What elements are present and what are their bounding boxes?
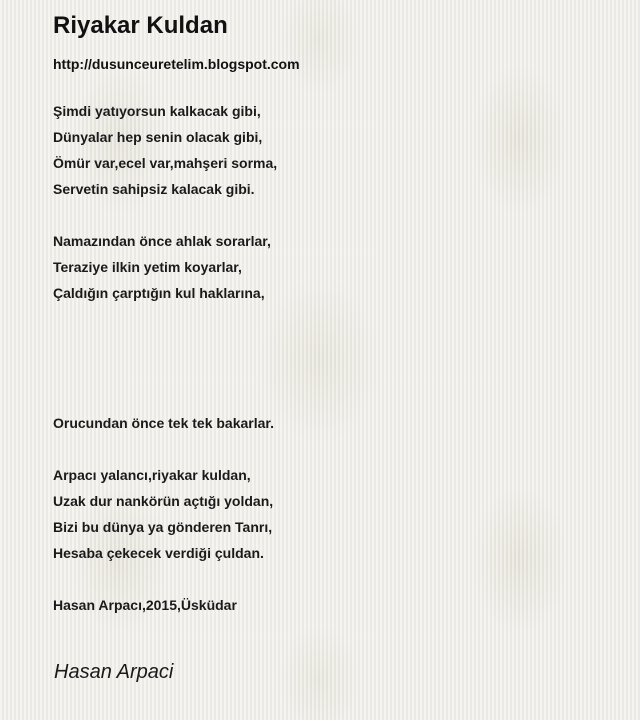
poem-line: Servetin sahipsiz kalacak gibi. bbox=[53, 181, 255, 197]
author-signature: Hasan Arpaci bbox=[54, 661, 174, 683]
poem-line: Dünyalar hep senin olacak gibi, bbox=[53, 129, 263, 145]
poem-line: Hesaba çekecek verdiği çuldan. bbox=[53, 545, 264, 561]
poem-card bbox=[53, 10, 613, 618]
stanza-break bbox=[53, 332, 613, 358]
poem-line: Teraziye ilkin yetim koyarlar, bbox=[53, 259, 242, 275]
poem-line: Bizi bu dünya ya gönderen Tanrı, bbox=[53, 519, 273, 535]
stanza-break bbox=[53, 384, 613, 410]
poem-line: Uzak dur nankörün açtığı yoldan, bbox=[53, 493, 274, 509]
poem-line: Ömür var,ecel var,mahşeri sorma, bbox=[53, 155, 278, 171]
poem-line: Orucundan önce tek tek bakarlar. bbox=[53, 415, 274, 431]
stanza-break bbox=[53, 436, 613, 462]
poem-dedication: Hasan Arpacı,2015,Üsküdar bbox=[53, 597, 237, 613]
poem-line: Çaldığın çarptığın kul haklarına, bbox=[53, 285, 265, 301]
poem-body bbox=[53, 98, 613, 618]
stanza-break bbox=[53, 566, 613, 592]
stanza-break bbox=[53, 306, 613, 332]
stanza-break bbox=[53, 358, 613, 384]
poem-line: Arpacı yalancı,riyakar kuldan, bbox=[53, 467, 251, 483]
poem-line: Şimdi yatıyorsun kalkacak gibi, bbox=[53, 103, 261, 119]
poem-line: Namazından önce ahlak sorarlar, bbox=[53, 233, 271, 249]
poem-title: Riyakar Kuldan bbox=[53, 12, 228, 39]
source-link[interactable]: http://dusunceuretelim.blogspot.com bbox=[53, 56, 300, 72]
stanza-break bbox=[53, 202, 613, 228]
